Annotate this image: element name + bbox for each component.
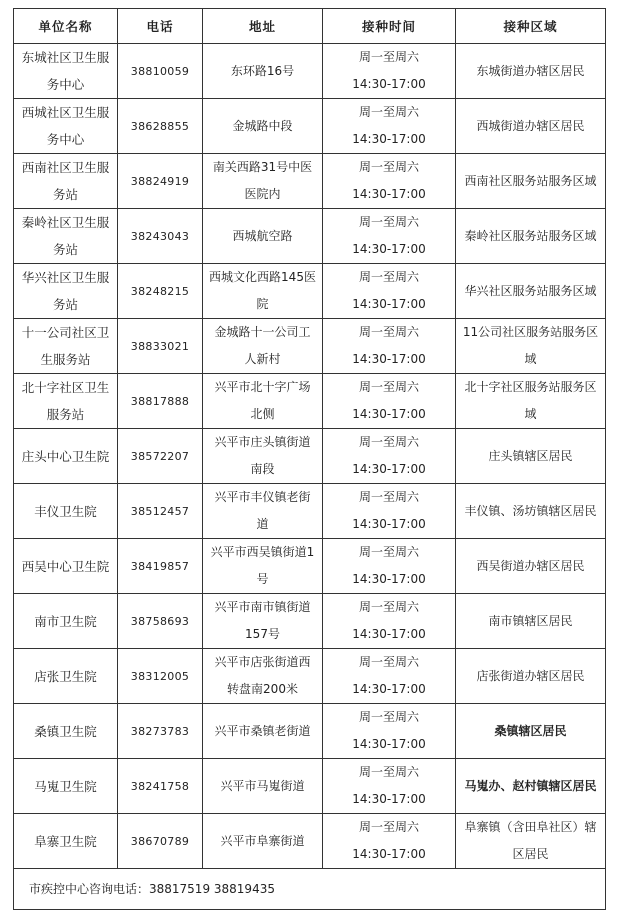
time-cell <box>323 209 456 264</box>
unit-name-cell: 马嵬卫生院 <box>14 759 118 814</box>
time-hours: 14:30-17:00 <box>352 462 426 476</box>
area-cell: 阜寨镇（含田阜社区）辖区居民 <box>456 814 606 869</box>
time-days: 周一至周六 <box>358 655 419 669</box>
phone-cell: 38273783 <box>118 704 203 759</box>
area-cell: 西城街道办辖区居民 <box>456 99 606 154</box>
time-days: 周一至周六 <box>358 600 419 614</box>
time-cell <box>323 649 456 704</box>
table-row <box>14 484 606 539</box>
time-hours: 14:30-17:00 <box>352 847 426 861</box>
time-hours: 14:30-17:00 <box>352 187 426 201</box>
address-cell: 兴平市阜寨街道 <box>203 814 323 869</box>
phone-cell: 38758693 <box>118 594 203 649</box>
phone-cell: 38810059 <box>118 44 203 99</box>
area-cell: 南市镇辖区居民 <box>456 594 606 649</box>
time-days: 周一至周六 <box>358 820 419 834</box>
area-cell: 11公司社区服务站服务区域 <box>456 319 606 374</box>
time-cell <box>323 484 456 539</box>
unit-name-cell: 华兴社区卫生服务站 <box>14 264 118 319</box>
unit-name-cell: 店张卫生院 <box>14 649 118 704</box>
table-row <box>14 154 606 209</box>
time-days: 周一至周六 <box>358 50 419 64</box>
area-cell: 北十字社区服务站服务区域 <box>456 374 606 429</box>
area-cell: 东城街道办辖区居民 <box>456 44 606 99</box>
time-hours: 14:30-17:00 <box>352 132 426 146</box>
address-cell: 西城文化西路145医院 <box>203 264 323 319</box>
address-cell: 金城路十一公司工人新村 <box>203 319 323 374</box>
unit-name-cell: 秦岭社区卫生服务站 <box>14 209 118 264</box>
header-address: 地址 <box>203 9 323 44</box>
hotline-text: 市疾控中心咨询电话：38817519 38819435 <box>14 869 606 910</box>
header-phone: 电话 <box>118 9 203 44</box>
address-cell: 西城航空路 <box>203 209 323 264</box>
time-hours: 14:30-17:00 <box>352 682 426 696</box>
phone-cell: 38670789 <box>118 814 203 869</box>
table-row <box>14 209 606 264</box>
table-row <box>14 539 606 594</box>
address-cell: 兴平市北十字广场北侧 <box>203 374 323 429</box>
phone-cell: 38572207 <box>118 429 203 484</box>
table-row <box>14 44 606 99</box>
unit-name-cell: 丰仪卫生院 <box>14 484 118 539</box>
time-days: 周一至周六 <box>358 270 419 284</box>
time-days: 周一至周六 <box>358 380 419 394</box>
time-cell <box>323 264 456 319</box>
table-row <box>14 429 606 484</box>
time-hours: 14:30-17:00 <box>352 737 426 751</box>
phone-cell: 38243043 <box>118 209 203 264</box>
time-days: 周一至周六 <box>358 105 419 119</box>
address-cell: 兴平市西吴镇街道1号 <box>203 539 323 594</box>
footer-row <box>14 869 606 910</box>
time-days: 周一至周六 <box>358 435 419 449</box>
table-row <box>14 374 606 429</box>
time-cell <box>323 429 456 484</box>
table-row <box>14 99 606 154</box>
unit-name-cell: 南市卫生院 <box>14 594 118 649</box>
time-cell <box>323 539 456 594</box>
phone-cell: 38817888 <box>118 374 203 429</box>
address-cell: 东环路16号 <box>203 44 323 99</box>
time-hours: 14:30-17:00 <box>352 407 426 421</box>
address-cell: 兴平市马嵬街道 <box>203 759 323 814</box>
header-name: 单位名称 <box>14 9 118 44</box>
time-days: 周一至周六 <box>358 490 419 504</box>
time-hours: 14:30-17:00 <box>352 792 426 806</box>
time-hours: 14:30-17:00 <box>352 297 426 311</box>
table-row <box>14 704 606 759</box>
area-cell: 店张街道办辖区居民 <box>456 649 606 704</box>
header-area: 接种区域 <box>456 9 606 44</box>
unit-name-cell: 庄头中心卫生院 <box>14 429 118 484</box>
area-cell: 桑镇辖区居民 <box>456 704 606 759</box>
address-cell: 兴平市南市镇街道157号 <box>203 594 323 649</box>
header-time: 接种时间 <box>323 9 456 44</box>
time-cell <box>323 44 456 99</box>
address-cell: 兴平市庄头镇街道南段 <box>203 429 323 484</box>
unit-name-cell: 西南社区卫生服务站 <box>14 154 118 209</box>
time-cell <box>323 759 456 814</box>
time-days: 周一至周六 <box>358 215 419 229</box>
table-row <box>14 649 606 704</box>
area-cell: 西南社区服务站服务区域 <box>456 154 606 209</box>
phone-cell: 38824919 <box>118 154 203 209</box>
time-hours: 14:30-17:00 <box>352 242 426 256</box>
phone-cell: 38241758 <box>118 759 203 814</box>
unit-name-cell: 东城社区卫生服务中心 <box>14 44 118 99</box>
time-days: 周一至周六 <box>358 545 419 559</box>
area-cell: 华兴社区服务站服务区域 <box>456 264 606 319</box>
area-cell: 马嵬办、赵村镇辖区居民 <box>456 759 606 814</box>
phone-cell: 38833021 <box>118 319 203 374</box>
vaccination-sites-table <box>13 8 606 910</box>
unit-name-cell: 北十字社区卫生服务站 <box>14 374 118 429</box>
time-cell <box>323 99 456 154</box>
phone-cell: 38312005 <box>118 649 203 704</box>
unit-name-cell: 西吴中心卫生院 <box>14 539 118 594</box>
time-cell <box>323 594 456 649</box>
area-cell: 丰仪镇、汤坊镇辖区居民 <box>456 484 606 539</box>
time-cell <box>323 154 456 209</box>
unit-name-cell: 阜寨卫生院 <box>14 814 118 869</box>
time-cell <box>323 704 456 759</box>
time-hours: 14:30-17:00 <box>352 77 426 91</box>
address-cell: 兴平市桑镇老街道 <box>203 704 323 759</box>
phone-cell: 38512457 <box>118 484 203 539</box>
address-cell: 兴平市丰仪镇老街道 <box>203 484 323 539</box>
time-cell <box>323 814 456 869</box>
table-row <box>14 319 606 374</box>
unit-name-cell: 桑镇卫生院 <box>14 704 118 759</box>
area-cell: 庄头镇辖区居民 <box>456 429 606 484</box>
time-days: 周一至周六 <box>358 765 419 779</box>
time-hours: 14:30-17:00 <box>352 627 426 641</box>
time-cell <box>323 374 456 429</box>
area-cell: 秦岭社区服务站服务区域 <box>456 209 606 264</box>
table-row <box>14 594 606 649</box>
phone-cell: 38419857 <box>118 539 203 594</box>
area-cell: 西吴街道办辖区居民 <box>456 539 606 594</box>
table-row <box>14 814 606 869</box>
time-cell <box>323 319 456 374</box>
time-days: 周一至周六 <box>358 325 419 339</box>
unit-name-cell: 十一公司社区卫生服务站 <box>14 319 118 374</box>
address-cell: 兴平市店张街道西转盘南200米 <box>203 649 323 704</box>
table-header-row <box>14 9 606 44</box>
address-cell: 金城路中段 <box>203 99 323 154</box>
time-hours: 14:30-17:00 <box>352 517 426 531</box>
unit-name-cell: 西城社区卫生服务中心 <box>14 99 118 154</box>
table-row <box>14 264 606 319</box>
phone-cell: 38628855 <box>118 99 203 154</box>
address-cell: 南关西路31号中医医院内 <box>203 154 323 209</box>
time-days: 周一至周六 <box>358 160 419 174</box>
time-hours: 14:30-17:00 <box>352 572 426 586</box>
phone-cell: 38248215 <box>118 264 203 319</box>
table-row <box>14 759 606 814</box>
time-hours: 14:30-17:00 <box>352 352 426 366</box>
time-days: 周一至周六 <box>358 710 419 724</box>
